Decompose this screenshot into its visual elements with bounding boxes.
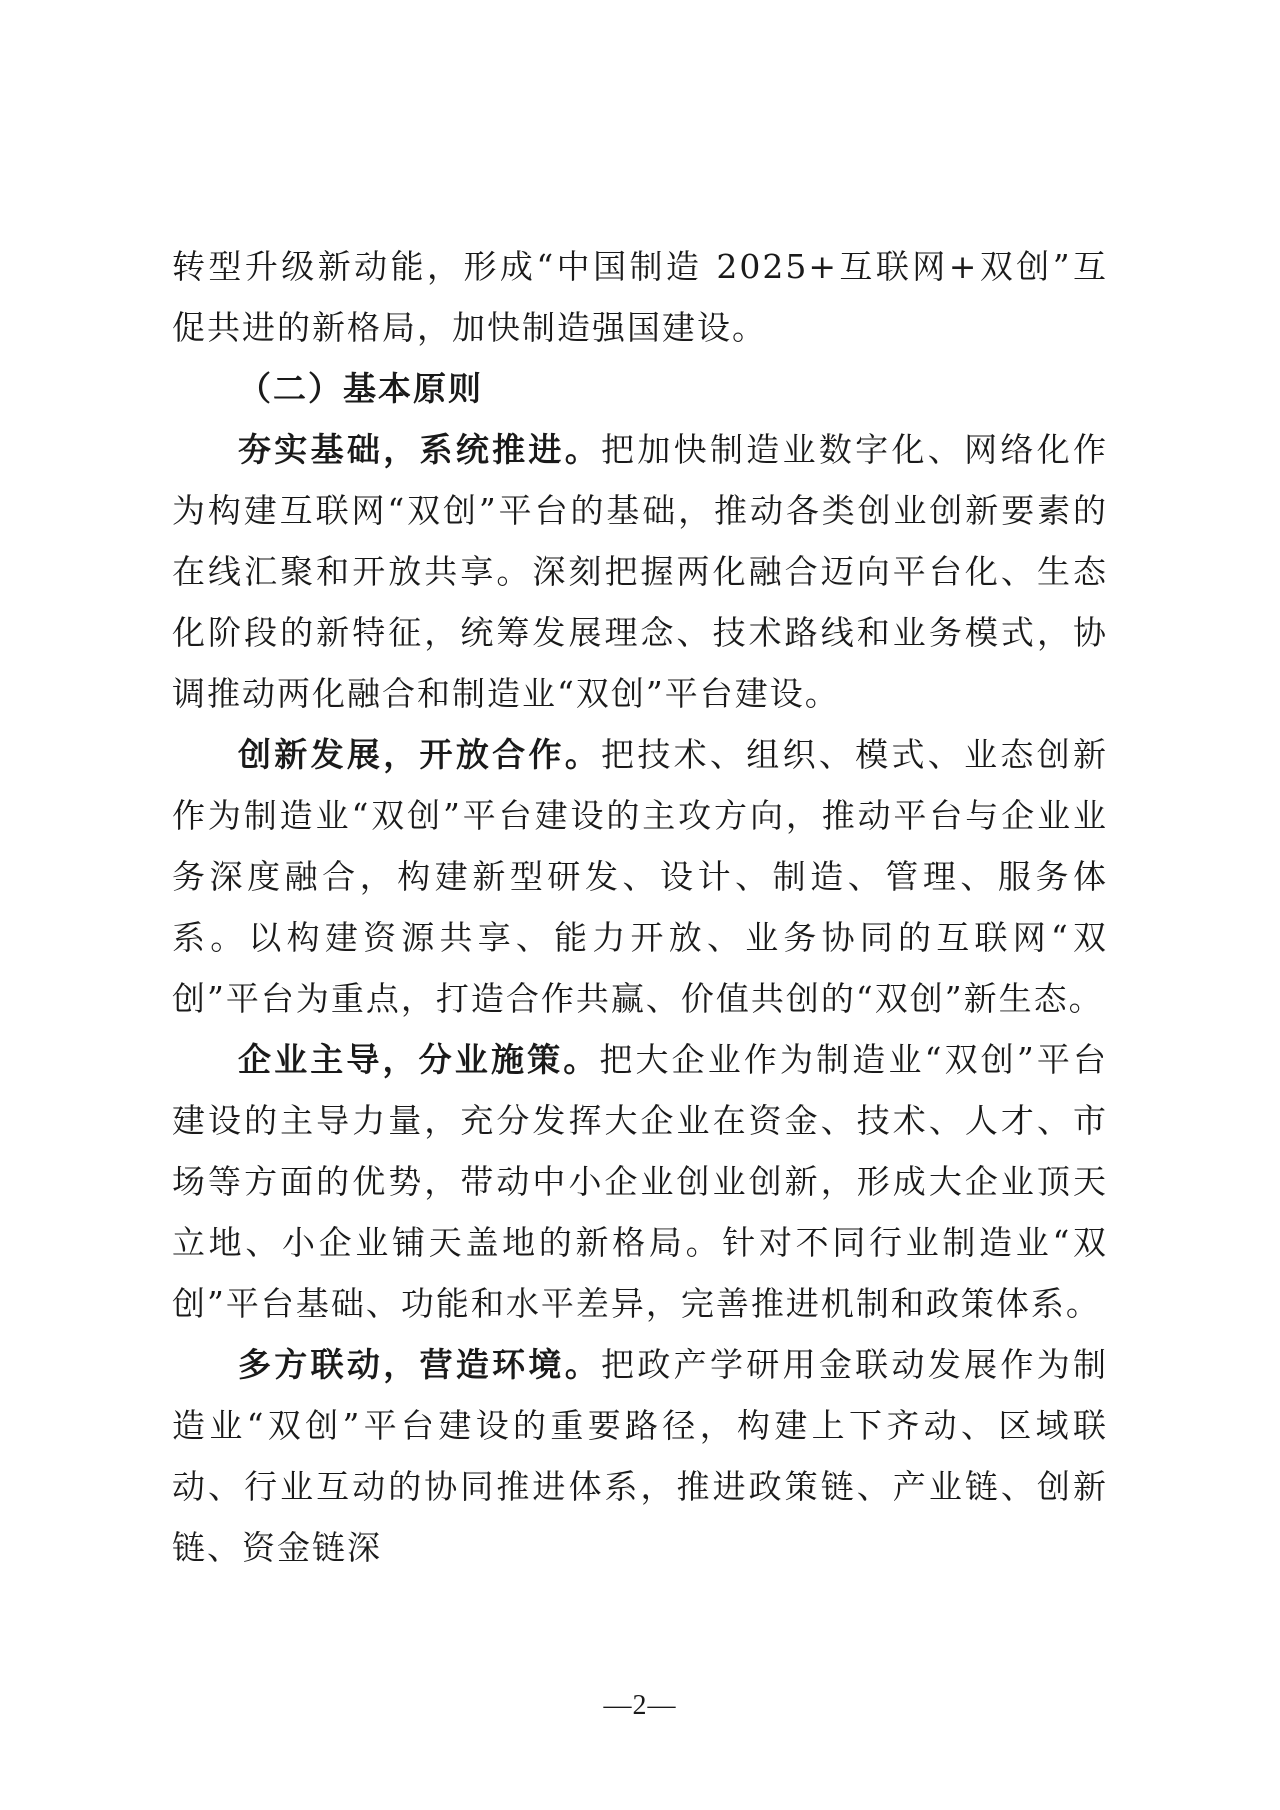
continuation-paragraph: 转型升级新动能，形成“中国制造 2025+互联网+双创”互促共进的新格局，加快制造强国建设。 — [172, 247, 1108, 347]
principle-lead: 创新发展，开放合作。 — [238, 735, 602, 774]
section-heading: （二）基本原则 — [238, 369, 483, 408]
principle-paragraph — [172, 1029, 1108, 1334]
principle-lead: 企业主导，分业施策。 — [238, 1040, 600, 1079]
principle-paragraph — [172, 419, 1108, 724]
principle-text: 把政产学研用金联动发展作为制造业“双创”平台建设的重要路径，构建上下齐动、区域联动、行业互动的协同推进体系，推进政策链、产业链、创新链、资金链深 — [172, 1345, 1109, 1567]
principle-text: 把加快制造业数字化、网络化作为构建互联网“双创”平台的基础，推动各类创业创新要素的在线汇聚和开放共享。深刻把握两化融合迈向平台化、生态化阶段的新特征，统筹发展理念、技术路线和业务模式，协调推动两化融合和制造业“双创”平台建设。 — [172, 430, 1109, 713]
document-body — [172, 236, 1108, 1578]
principle-text: 把大企业作为制造业“双创”平台建设的主导力量，充分发挥大企业在资金、技术、人才、市场等方面的优势，带动中小企业创业创新，形成大企业顶天立地、小企业铺天盖地的新格局。针对不同行业制造业“双创”平台基础、功能和水平差异，完善推进机制和政策体系。 — [172, 1040, 1108, 1323]
principle-text: 把技术、组织、模式、业态创新作为制造业“双创”平台建设的主攻方向，推动平台与企业业务深度融合，构建新型研发、设计、制造、管理、服务体系。以构建资源共享、能力开放、业务协同的互联网“双创”平台为重点，打造合作共赢、价值共创的“双创”新生态。 — [172, 735, 1109, 1018]
principle-paragraph — [172, 1334, 1108, 1578]
principle-lead: 夯实基础，系统推进。 — [238, 430, 602, 469]
page-number: —2— — [603, 1690, 677, 1721]
principle-paragraph — [172, 724, 1108, 1029]
principle-lead: 多方联动，营造环境。 — [238, 1345, 602, 1384]
